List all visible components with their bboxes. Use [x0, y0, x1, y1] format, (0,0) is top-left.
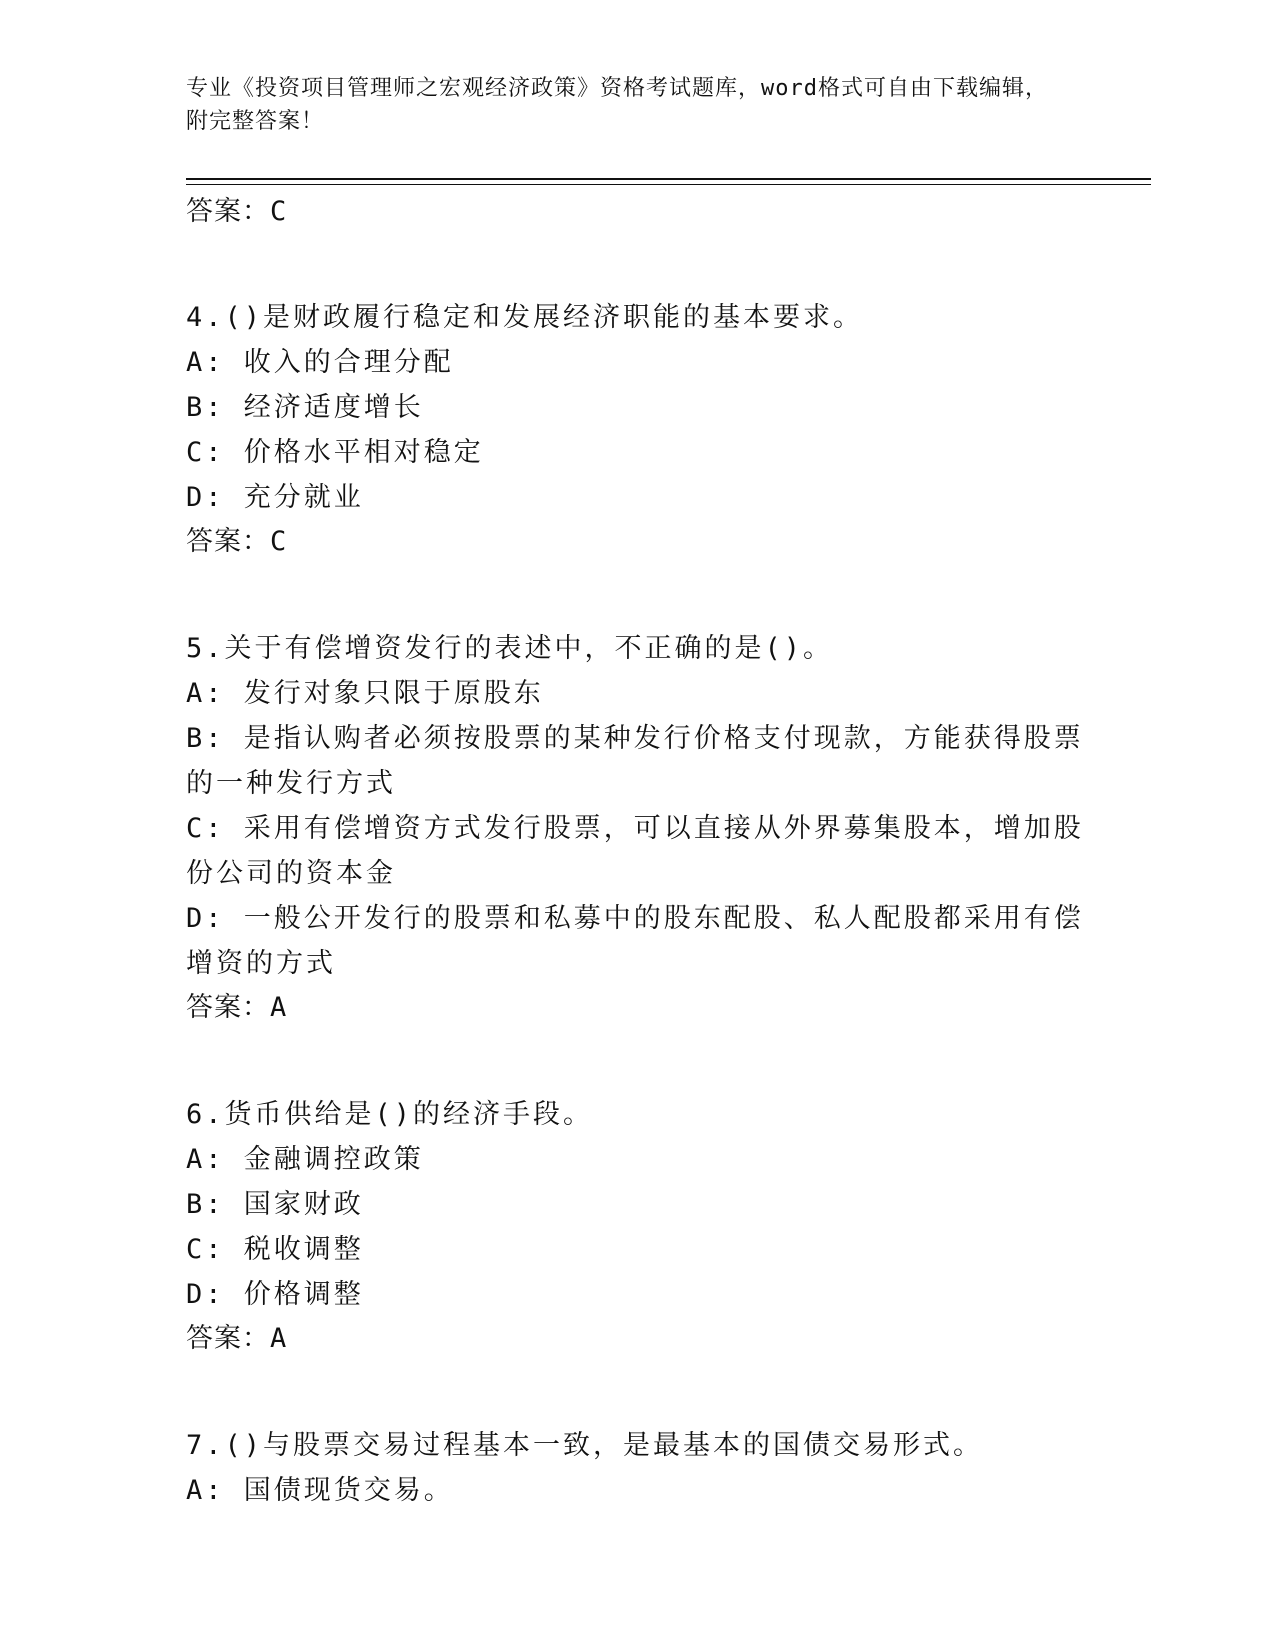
option-a: A: 国债现货交易。 — [186, 1475, 454, 1506]
option-b: B: 是指认购者必须按股票的某种发行价格支付现款，方能获得股票的一种发行方式 — [186, 723, 1084, 799]
answer-label: 答案： — [186, 196, 270, 227]
option-a: A: 发行对象只限于原股东 — [186, 678, 544, 709]
option-d: D: 价格调整 — [186, 1279, 364, 1310]
question-stem: 4.()是财政履行稳定和发展经济职能的基本要求。 — [186, 302, 864, 333]
answer-label: 答案： — [186, 526, 270, 557]
question-block — [186, 1423, 1086, 1513]
answer-value: C — [270, 196, 288, 227]
option-d: D: 充分就业 — [186, 482, 364, 513]
answer-line — [186, 1317, 1086, 1361]
answer-line — [186, 190, 1086, 234]
header-divider-thin — [186, 184, 1151, 185]
answer-value: A — [270, 992, 288, 1023]
answer-value: A — [270, 1323, 288, 1354]
option-a: A: 金融调控政策 — [186, 1144, 424, 1175]
answer-label: 答案： — [186, 992, 270, 1023]
option-c: C: 税收调整 — [186, 1234, 364, 1265]
option-c: C: 价格水平相对稳定 — [186, 437, 484, 468]
document-header: 专业《投资项目管理师之宏观经济政策》资格考试题库，word格式可自由下载编辑，附完整答案！ — [186, 76, 1048, 134]
answer-value: C — [270, 526, 288, 557]
question-stem: 7.()与股票交易过程基本一致，是最基本的国债交易形式。 — [186, 1430, 984, 1461]
header-divider-thick — [186, 178, 1151, 180]
answer-line — [186, 520, 1086, 564]
answer-line — [186, 986, 1086, 1030]
answer-label: 答案： — [186, 1323, 270, 1354]
option-b: B: 经济适度增长 — [186, 392, 424, 423]
option-a: A: 收入的合理分配 — [186, 347, 454, 378]
question-block — [186, 295, 1086, 564]
option-b: B: 国家财政 — [186, 1189, 364, 1220]
option-c: C: 采用有偿增资方式发行股票，可以直接从外界募集股本，增加股份公司的资本金 — [186, 813, 1084, 889]
question-list — [186, 190, 1086, 1513]
option-d: D: 一般公开发行的股票和私募中的股东配股、私人配股都采用有偿增资的方式 — [186, 903, 1084, 979]
question-block — [186, 626, 1086, 1030]
question-block — [186, 1092, 1086, 1361]
question-stem: 6.货币供给是()的经济手段。 — [186, 1099, 594, 1130]
question-stem: 5.关于有偿增资发行的表述中，不正确的是()。 — [186, 633, 834, 664]
